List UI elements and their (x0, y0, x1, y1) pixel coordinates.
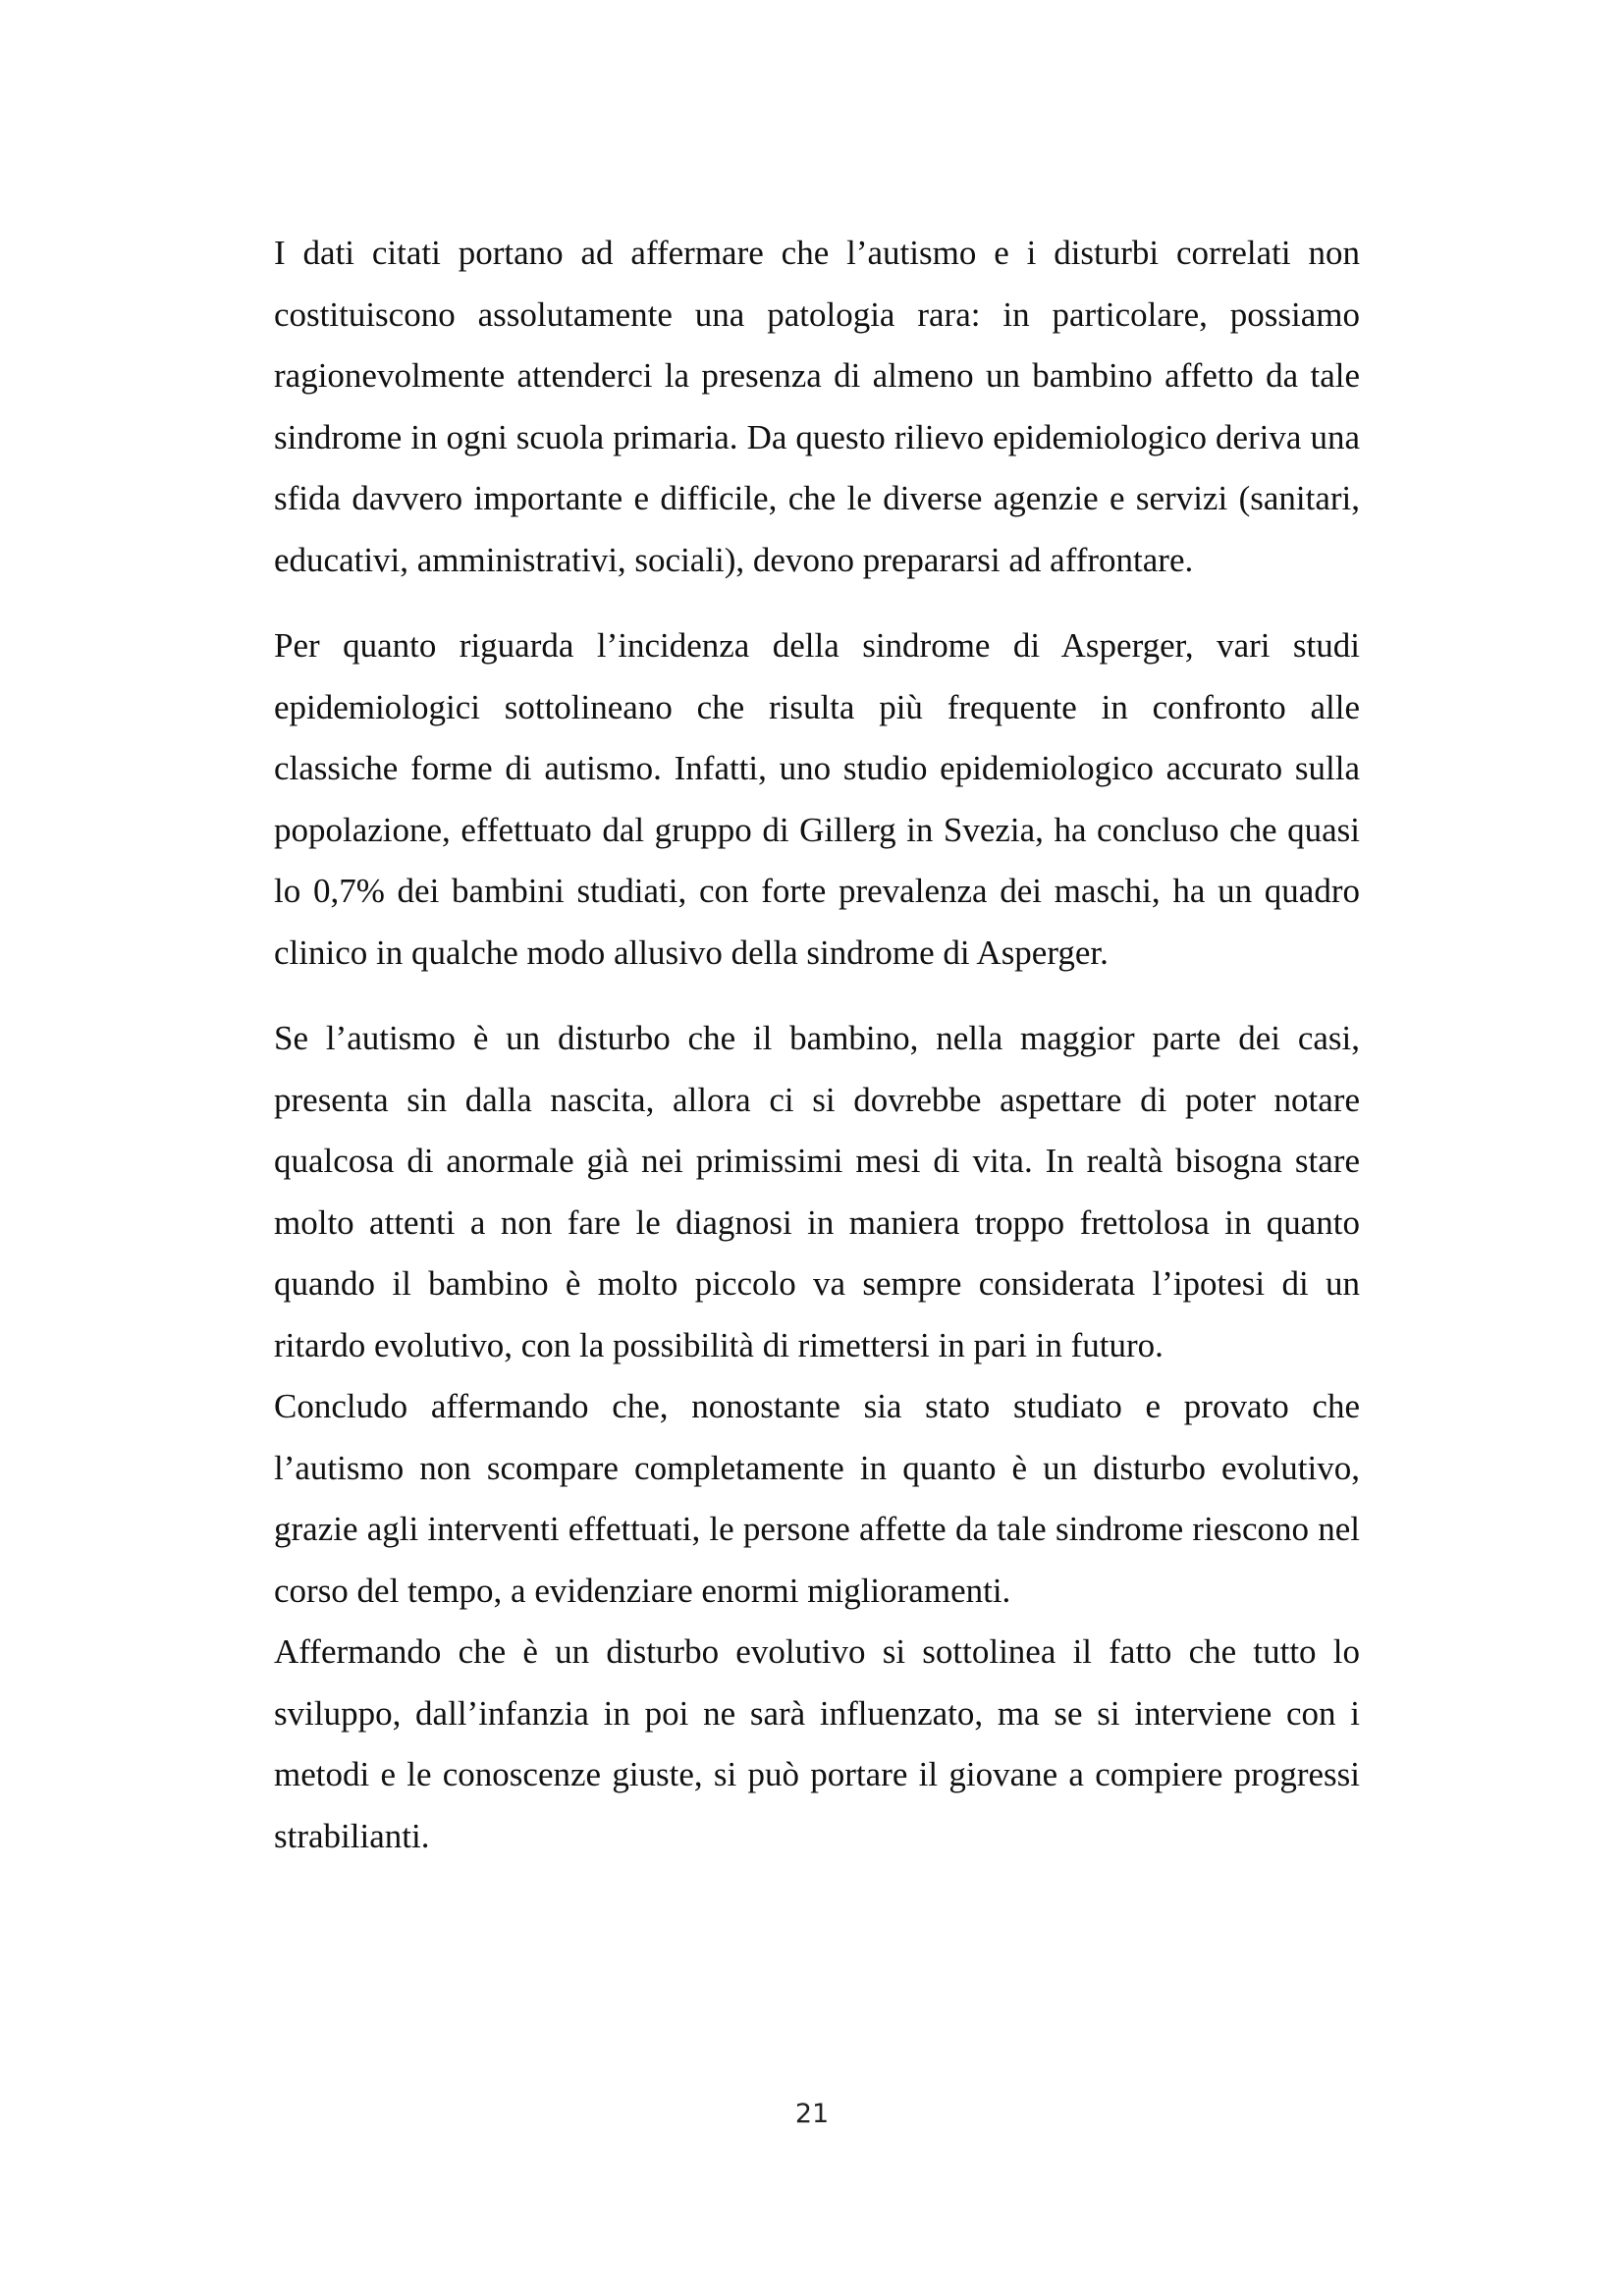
paragraph-asperger-incidence: Per quanto riguarda l’incidenza della sindrome di Asperger, vari studi epidemiologici sottolineano che risulta più frequente in confronto alle classiche forme di autismo. Infatti, uno studio epidemiologico accurato sulla popolazione, effettuato dal gruppo di Gillerg in Svezia, ha concluso che quasi lo 0,7% dei bambini studiati, con forte prevalenza dei maschi, ha un quadro clinico in qualche modo allusivo della sindrome di Asperger. (274, 626, 1360, 972)
paragraph-conclusion: Concludo affermando che, nonostante sia stato studiato e provato che l’autismo non scompare completamente in quanto è un disturbo evolutivo, grazie agli interventi effettuati, le persone affette da tale sindrome riescono nel corso del tempo, a evidenziare enormi miglioramenti. (274, 1387, 1360, 1610)
body-text (274, 223, 1360, 1867)
paragraph-epidemiology: I dati citati portano ad affermare che l’autismo e i disturbi correlati non costituiscono assolutamente una patologia rara: in particolare, possiamo ragionevolmente attenderci la presenza di almeno un bambino affetto da tale sindrome in ogni scuola primaria. Da questo rilievo epidemiologico deriva una sfida davvero importante e difficile, che le diverse agenzie e servizi (sanitari, educativi, amministrativi, sociali), devono prepararsi ad affrontare. (274, 234, 1360, 579)
paragraph-early-diagnosis: Se l’autismo è un disturbo che il bambino, nella maggior parte dei casi, presenta sin dalla nascita, allora ci si dovrebbe aspettare di poter notare qualcosa di anormale già nei primissimi mesi di vita. In realtà bisogna stare molto attenti a non fare le diagnosi in maniera troppo frettolosa in quanto quando il bambino è molto piccolo va sempre considerata l’ipotesi di un ritardo evolutivo, con la possibilità di rimettersi in pari in futuro. (274, 1019, 1360, 1364)
paragraph-developmental-disorder: Affermando che è un disturbo evolutivo si sottolinea il fatto che tutto lo sviluppo, dall’infanzia in poi ne sarà influenzato, ma se si interviene con i metodi e le conoscenze giuste, si può portare il giovane a compiere progressi strabilianti. (274, 1632, 1360, 1855)
page-number: 21 (794, 2099, 830, 2129)
